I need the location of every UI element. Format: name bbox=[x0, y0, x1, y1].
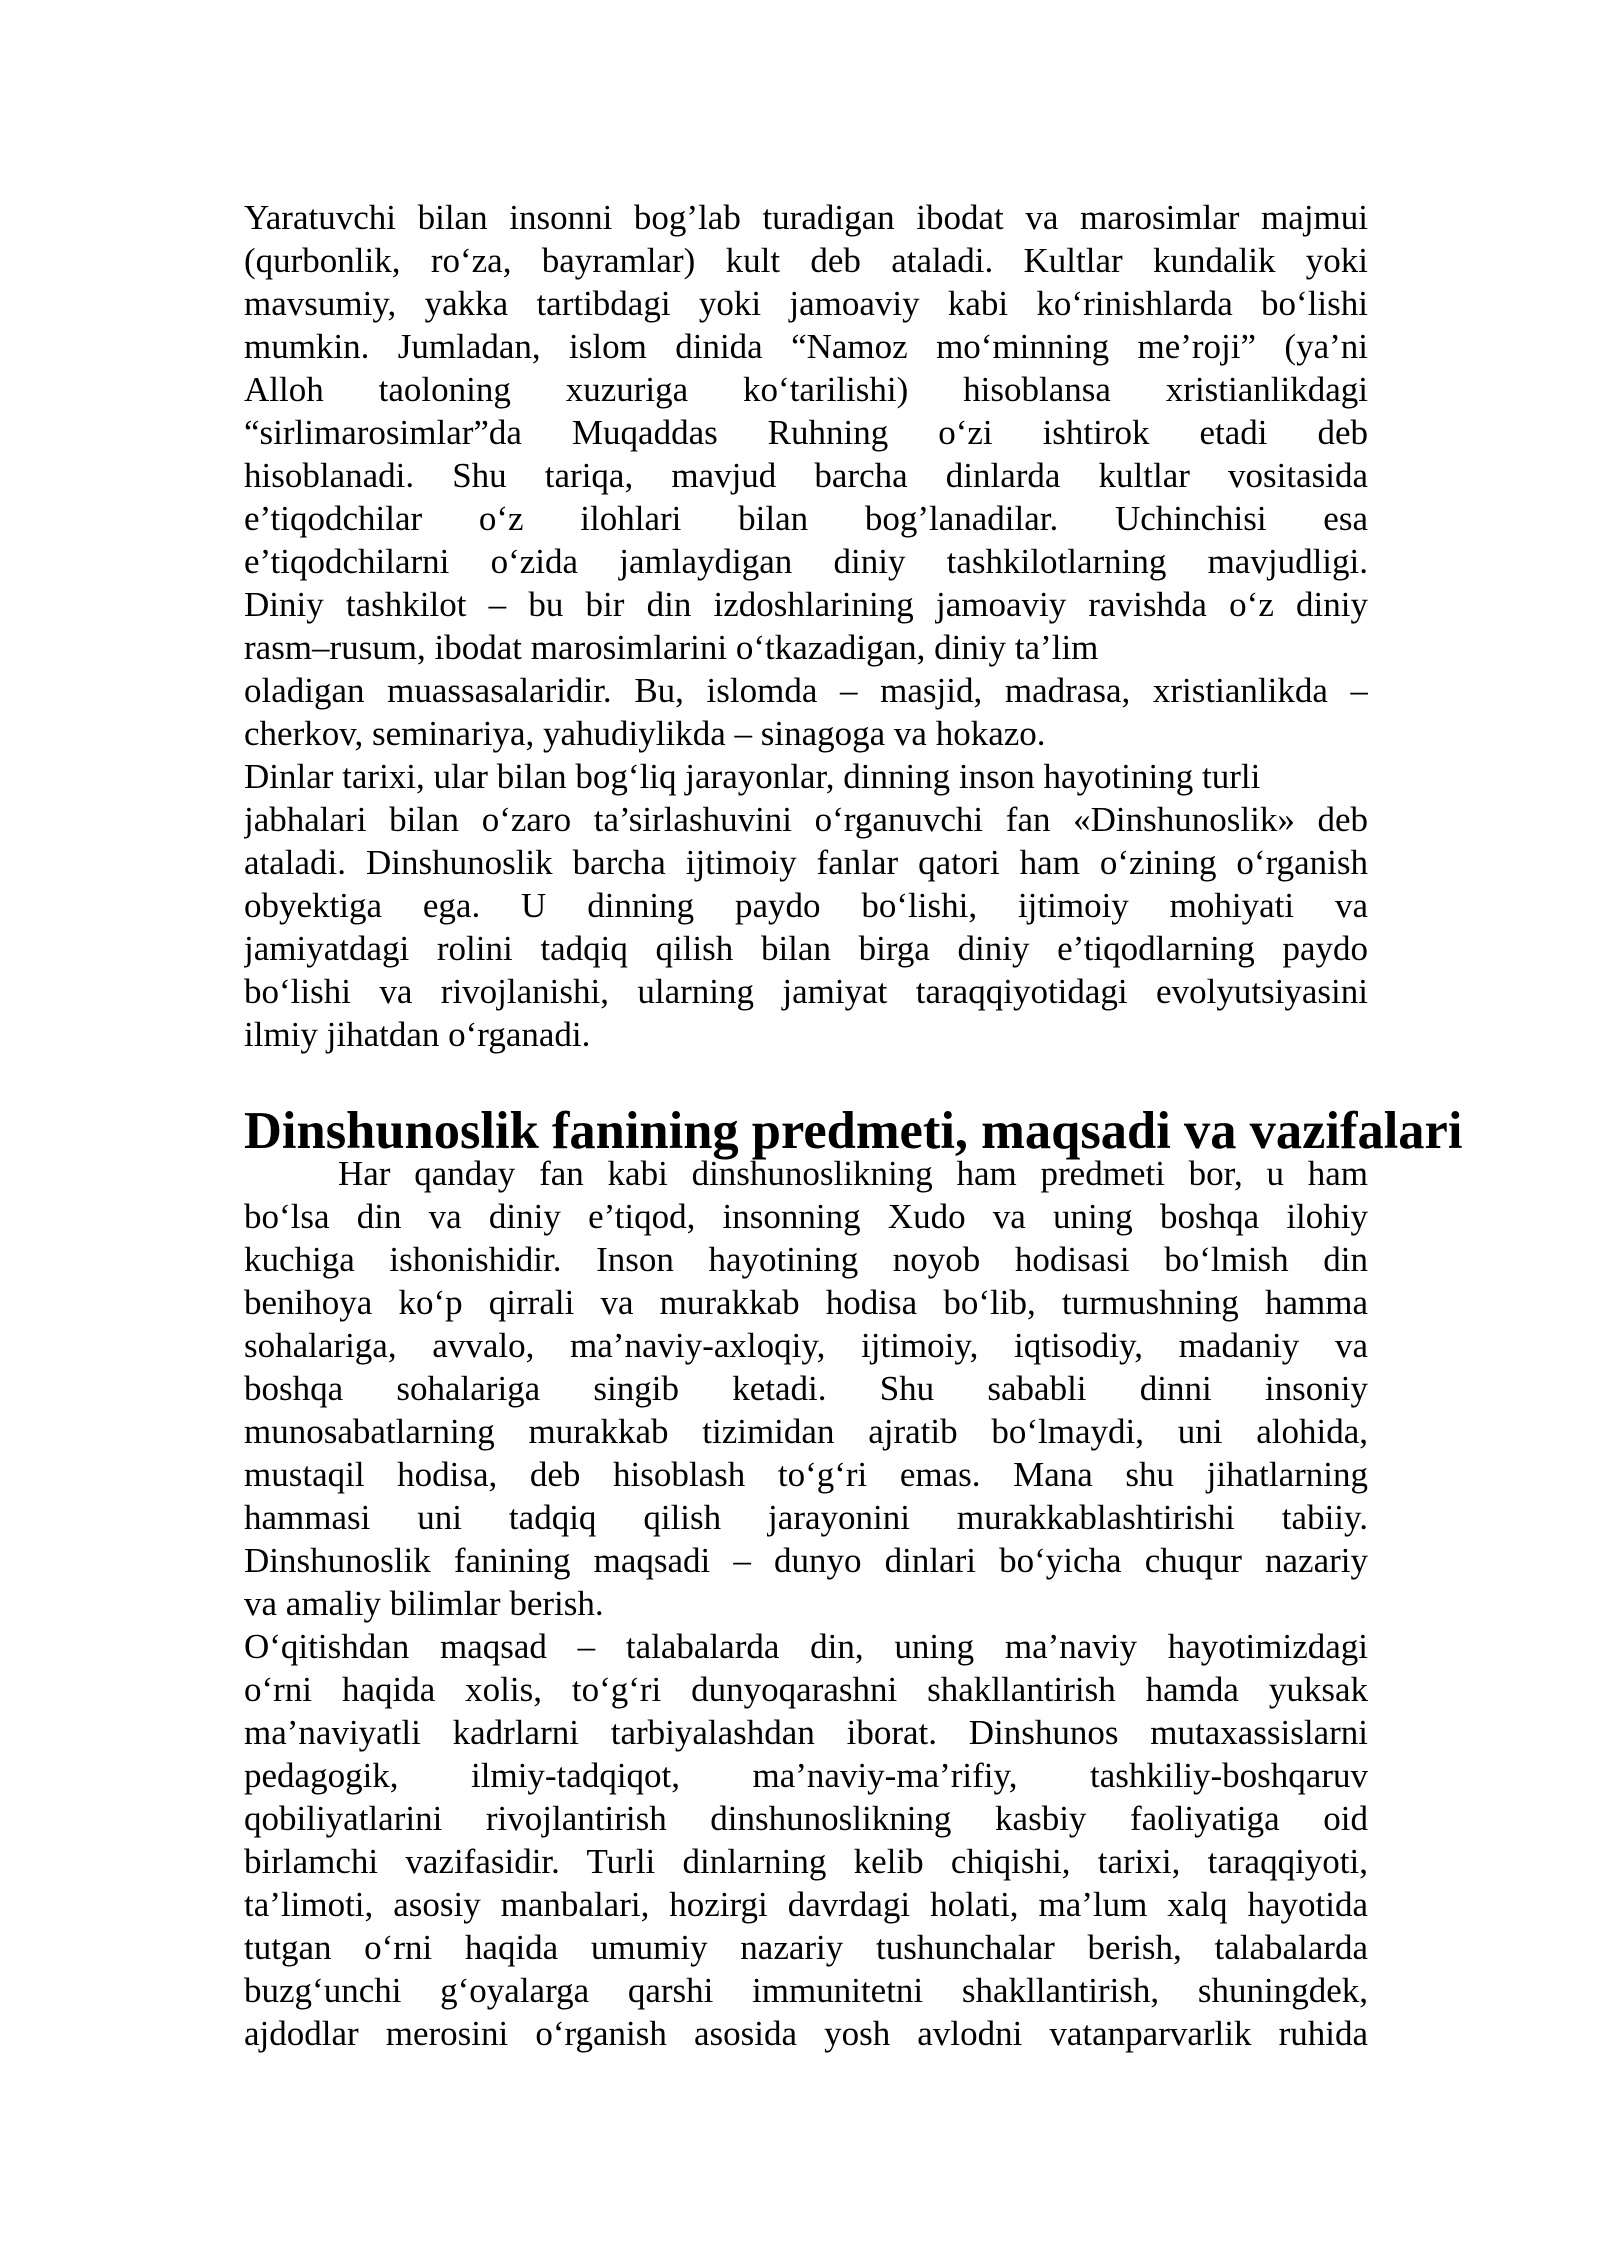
text-line: bo‘lishi va rivojlanishi, ularning jamiyat taraqqiyotidagi evolyutsiyasini bbox=[244, 972, 1368, 1011]
text-line: ilmiy jihatdan o‘rganadi. bbox=[244, 1015, 591, 1054]
text-line: va amaliy bilimlar berish. bbox=[244, 1584, 604, 1623]
text-line: mumkin. Jumladan, islom dinida “Namoz mo‘minning me’roji” (ya’ni bbox=[244, 327, 1368, 366]
text-line: bo‘lsa din va diniy e’tiqod, insonning Xudo va uning boshqa ilohiy bbox=[244, 1197, 1368, 1236]
text-line: boshqa sohalariga singib ketadi. Shu sababli dinni insoniy bbox=[244, 1369, 1368, 1408]
text-line: tutgan o‘rni haqida umumiy nazariy tushunchalar berish, talabalarda bbox=[244, 1928, 1368, 1967]
text-line: hisoblanadi. Shu tariqa, mavjud barcha dinlarda kultlar vositasida bbox=[244, 456, 1368, 495]
text-line: Diniy tashkilot – bu bir din izdoshlarining jamoaviy ravishda o‘z diniy bbox=[244, 585, 1368, 624]
text-line: benihoya ko‘p qirrali va murakkab hodisa bo‘lib, turmushning hamma bbox=[244, 1283, 1368, 1322]
text-line: hammasi uni tadqiq qilish jarayonini murakkablashtirishi tabiiy. bbox=[244, 1498, 1368, 1537]
text-line: kuchiga ishonishidir. Inson hayotining noyob hodisasi bo‘lmish din bbox=[244, 1240, 1368, 1279]
text-line: cherkov, seminariya, yahudiylikda – sinagoga va hokazo. bbox=[244, 714, 1046, 753]
text-line: mavsumiy, yakka tartibdagi yoki jamoaviy kabi ko‘rinishlarda bo‘lishi bbox=[244, 284, 1368, 323]
text-line: pedagogik, ilmiy-tadqiqot, ma’naviy-ma’rifiy, tashkiliy-boshqaruv bbox=[244, 1756, 1368, 1795]
text-line: qobiliyatlarini rivojlantirish dinshunoslikning kasbiy faoliyatiga oid bbox=[244, 1799, 1368, 1838]
text-line: e’tiqodchilarni o‘zida jamlaydigan diniy tashkilotlarning mavjudligi. bbox=[244, 542, 1368, 581]
text-line: Dinlar tarixi, ular bilan bog‘liq jarayonlar, dinning inson hayotining turli bbox=[244, 757, 1261, 796]
text-line: Alloh taoloning xuzuriga ko‘tarilishi) hisoblansa xristianlikdagi bbox=[244, 370, 1368, 409]
text-line: “sirlimarosimlar”da Muqaddas Ruhning o‘zi ishtirok etadi deb bbox=[244, 413, 1368, 452]
text-line: o‘rni haqida xolis, to‘g‘ri dunyoqarashni shakllantirish hamda yuksak bbox=[244, 1670, 1368, 1709]
text-line: e’tiqodchilar o‘z ilohlari bilan bog’lanadilar. Uchinchisi esa bbox=[244, 499, 1368, 538]
text-line: jamiyatdagi rolini tadqiq qilish bilan birga diniy e’tiqodlarning paydo bbox=[244, 929, 1368, 968]
text-line: munosabatlarning murakkab tizimidan ajratib bo‘lmaydi, uni alohida, bbox=[244, 1412, 1368, 1451]
text-line: jabhalari bilan o‘zaro ta’sirlashuvini o‘rganuvchi fan «Dinshunoslik» deb bbox=[244, 800, 1368, 839]
text-line: Har qanday fan kabi dinshunoslikning ham predmeti bor, u ham bbox=[338, 1154, 1368, 1193]
section-heading: Dinshunoslik fanining predmeti, maqsadi va vazifalari bbox=[244, 1102, 1463, 1160]
text-line: obyektiga ega. U dinning paydo bo‘lishi, ijtimoiy mohiyati va bbox=[244, 886, 1368, 925]
text-line: Yaratuvchi bilan insonni bog’lab turadigan ibodat va marosimlar majmui bbox=[244, 198, 1368, 237]
text-line: rasm–rusum, ibodat marosimlarini o‘tkazadigan, diniy ta’lim bbox=[244, 628, 1099, 667]
text-line: mustaqil hodisa, deb hisoblash to‘g‘ri emas. Mana shu jihatlarning bbox=[244, 1455, 1368, 1494]
text-line: birlamchi vazifasidir. Turli dinlarning kelib chiqishi, tarixi, taraqqiyoti, bbox=[244, 1842, 1368, 1881]
text-line: ma’naviyatli kadrlarni tarbiyalashdan iborat. Dinshunos mutaxassislarni bbox=[244, 1713, 1368, 1752]
text-line: O‘qitishdan maqsad – talabalarda din, uning ma’naviy hayotimizdagi bbox=[244, 1627, 1368, 1666]
text-line: ajdodlar merosini o‘rganish asosida yosh avlodni vatanparvarlik ruhida bbox=[244, 2014, 1368, 2053]
text-line: ta’limoti, asosiy manbalari, hozirgi davrdagi holati, ma’lum xalq hayotida bbox=[244, 1885, 1368, 1924]
text-line: sohalariga, avvalo, ma’naviy-axloqiy, ijtimoiy, iqtisodiy, madaniy va bbox=[244, 1326, 1368, 1365]
text-line: ataladi. Dinshunoslik barcha ijtimoiy fanlar qatori ham o‘zining o‘rganish bbox=[244, 843, 1368, 882]
text-line: buzg‘unchi g‘oyalarga qarshi immunitetni shakllantirish, shuningdek, bbox=[244, 1971, 1368, 2010]
text-line: Dinshunoslik fanining maqsadi – dunyo dinlari bo‘yicha chuqur nazariy bbox=[244, 1541, 1368, 1580]
text-line: (qurbonlik, ro‘za, bayramlar) kult deb ataladi. Kultlar kundalik yoki bbox=[244, 241, 1368, 280]
text-line: oladigan muassasalaridir. Bu, islomda – masjid, madrasa, xristianlikda – bbox=[244, 671, 1368, 710]
